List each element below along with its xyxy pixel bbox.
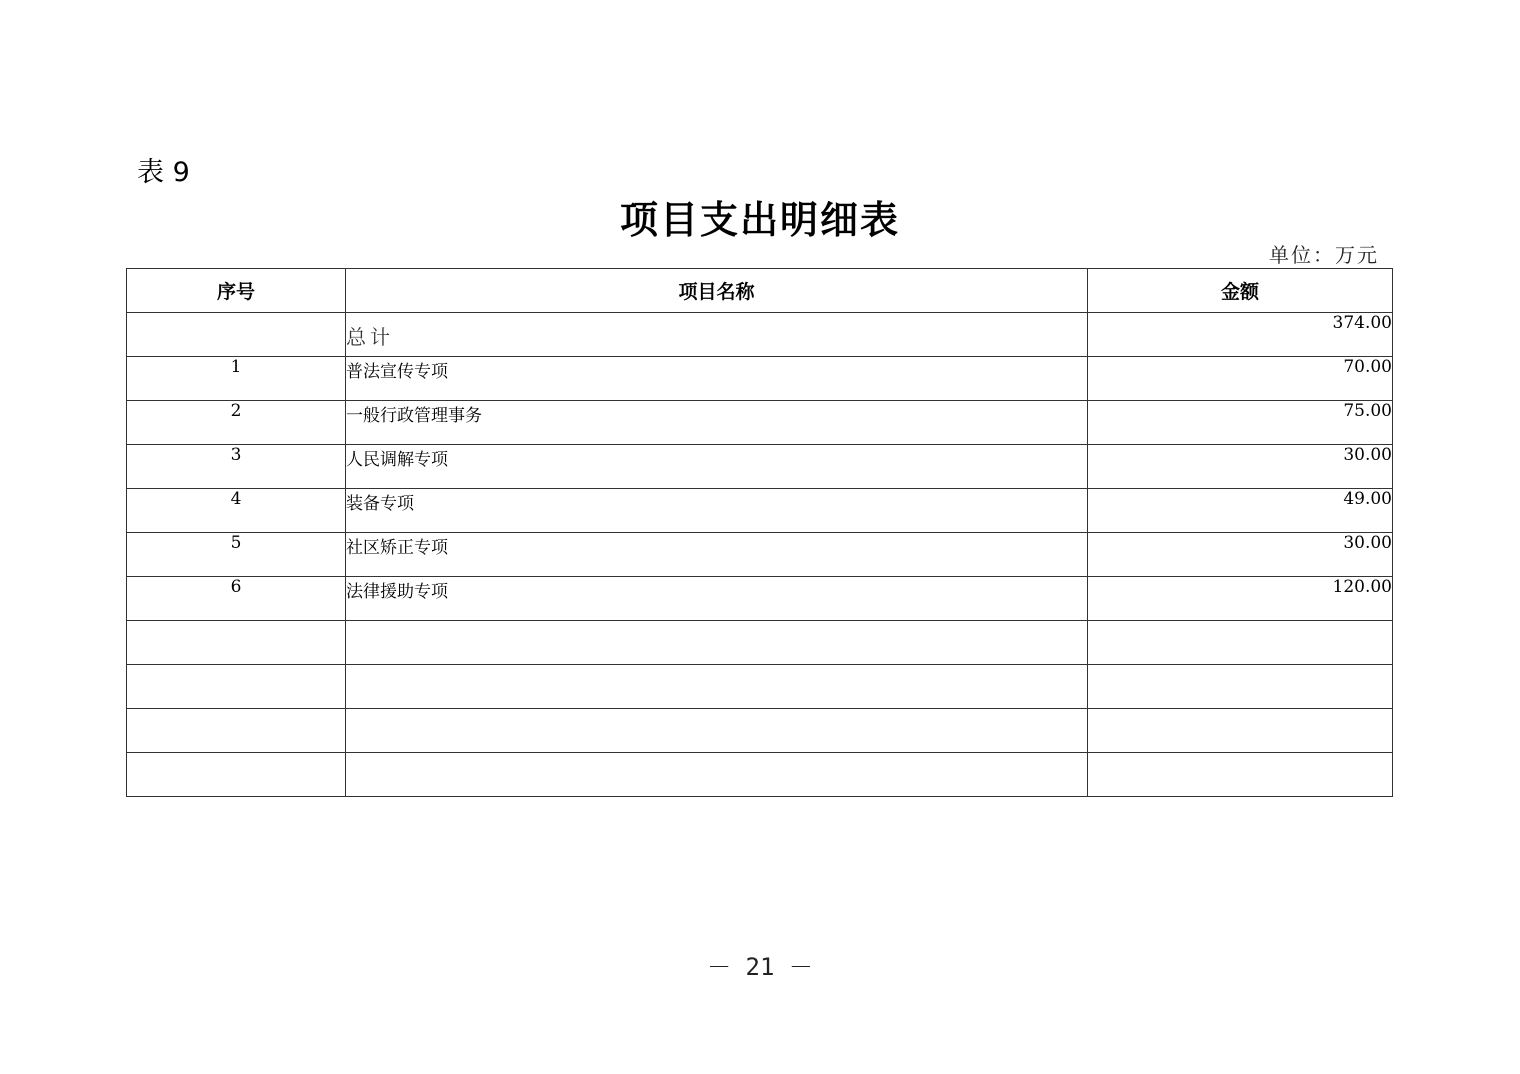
row-amount: 30.00 [1088, 533, 1393, 577]
unit-note: 单位：万元 [1269, 243, 1379, 267]
row-name: 法律援助专项 [346, 577, 1088, 621]
header-no: 序号 [127, 269, 346, 313]
header-amount: 金额 [1088, 269, 1393, 313]
row-amount: 120.00 [1088, 577, 1393, 621]
page-title: 项目支出明细表 [619, 198, 900, 242]
expenditure-table [126, 268, 1393, 797]
row-name: 社区矫正专项 [346, 533, 1088, 577]
row-no [127, 313, 346, 357]
row-amount [1088, 621, 1393, 665]
row-name [346, 753, 1088, 797]
row-name [346, 665, 1088, 709]
table-row-empty [127, 753, 1393, 797]
header-name: 项目名称 [346, 269, 1088, 313]
table-label: 表 9 [137, 157, 190, 188]
row-no [127, 709, 346, 753]
table-row [127, 577, 1393, 621]
table-row [127, 445, 1393, 489]
row-amount [1088, 665, 1393, 709]
row-no: 6 [127, 577, 346, 621]
row-name [346, 621, 1088, 665]
row-amount [1088, 753, 1393, 797]
row-amount: 75.00 [1088, 401, 1393, 445]
table-row-empty [127, 621, 1393, 665]
row-no: 3 [127, 445, 346, 489]
row-name [346, 709, 1088, 753]
table-row [127, 401, 1393, 445]
page-number: － 21 － [707, 953, 813, 981]
row-no: 5 [127, 533, 346, 577]
row-no [127, 665, 346, 709]
row-no: 4 [127, 489, 346, 533]
row-amount: 49.00 [1088, 489, 1393, 533]
row-amount [1088, 709, 1393, 753]
row-no: 2 [127, 401, 346, 445]
row-no [127, 621, 346, 665]
table-row [127, 533, 1393, 577]
row-no [127, 753, 346, 797]
row-name: 一般行政管理事务 [346, 401, 1088, 445]
table-row [127, 489, 1393, 533]
table-row-empty [127, 709, 1393, 753]
row-amount: 374.00 [1088, 313, 1393, 357]
row-amount: 30.00 [1088, 445, 1393, 489]
row-name: 装备专项 [346, 489, 1088, 533]
table-row-total [127, 313, 1393, 357]
row-name: 普法宣传专项 [346, 357, 1088, 401]
table-row [127, 357, 1393, 401]
row-name: 总计 [346, 313, 1088, 357]
row-no: 1 [127, 357, 346, 401]
row-name: 人民调解专项 [346, 445, 1088, 489]
table-row-empty [127, 665, 1393, 709]
row-amount: 70.00 [1088, 357, 1393, 401]
table-header-row [127, 269, 1393, 313]
